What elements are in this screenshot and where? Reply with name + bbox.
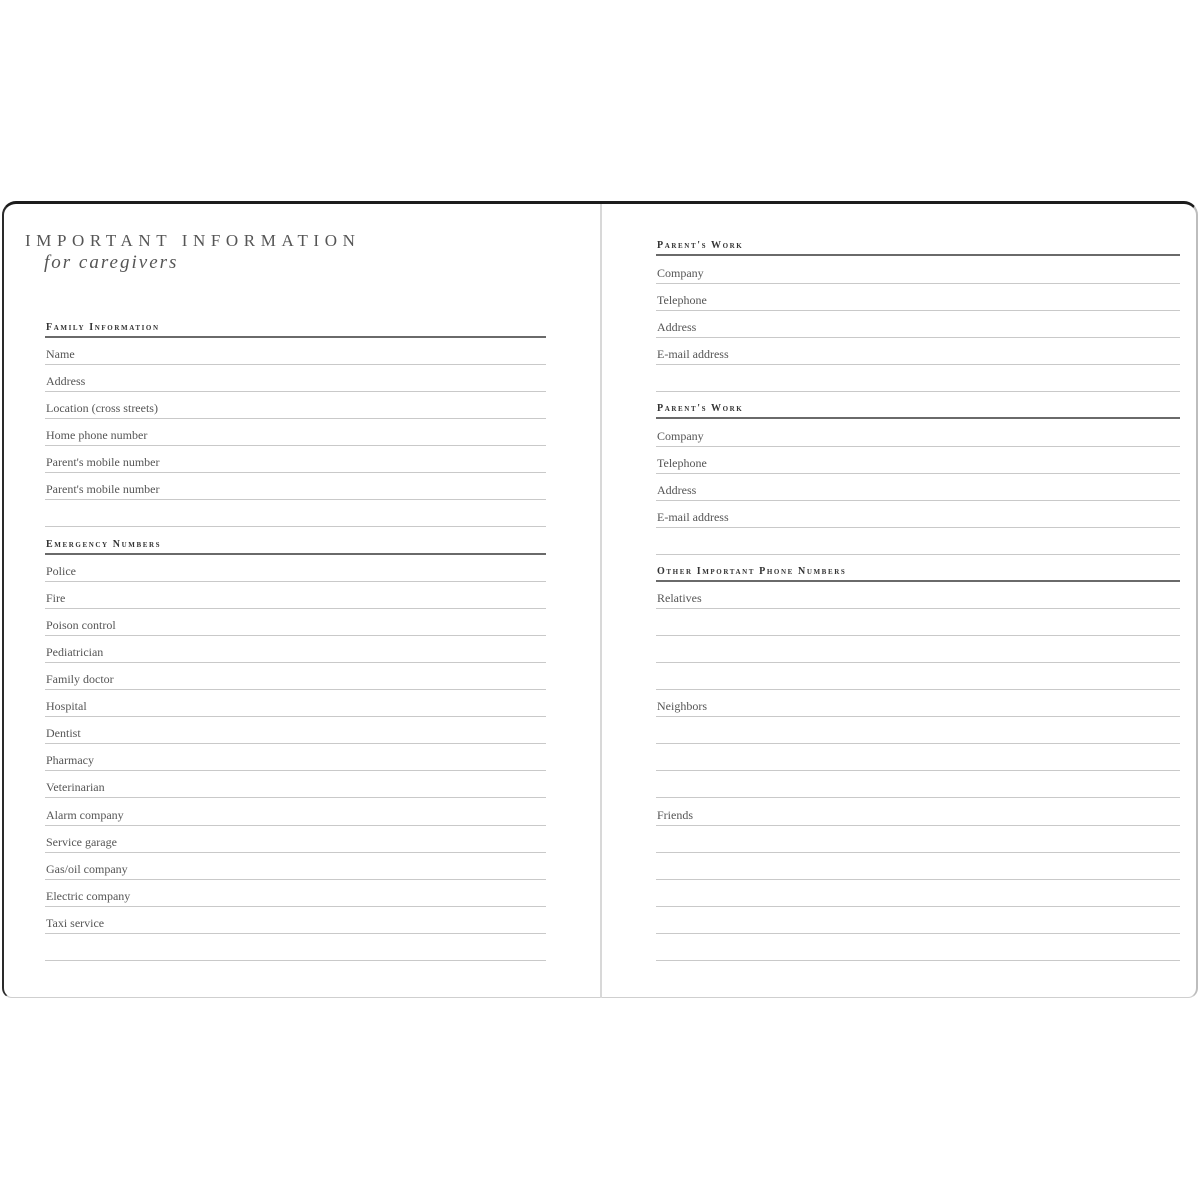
form-line[interactable]: Telephone — [656, 310, 1180, 311]
form-line[interactable]: Company — [656, 446, 1180, 447]
section-heading-other-phone-numbers: Other Important Phone Numbers — [656, 580, 1180, 582]
form-line[interactable]: Address — [656, 337, 1180, 338]
form-line-blank[interactable] — [656, 770, 1180, 771]
form-line[interactable]: Address — [656, 500, 1180, 501]
form-line-blank[interactable] — [656, 662, 1180, 663]
form-line-blank[interactable] — [656, 689, 1180, 690]
form-line-blank[interactable] — [656, 933, 1180, 934]
section-heading-family-information: Family Information — [45, 336, 546, 338]
form-line-blank[interactable] — [45, 526, 546, 527]
form-line[interactable]: Police — [45, 581, 546, 582]
form-line[interactable]: Pediatrician — [45, 662, 546, 663]
form-line[interactable]: Electric company — [45, 906, 546, 907]
form-line[interactable]: Pharmacy — [45, 770, 546, 771]
form-line[interactable]: Gas/oil company — [45, 879, 546, 880]
form-line-blank[interactable] — [656, 960, 1180, 961]
form-line-blank[interactable] — [656, 852, 1180, 853]
form-line[interactable]: Address — [45, 391, 546, 392]
form-line-blank[interactable] — [656, 391, 1180, 392]
section-heading-parents-work-2: Parent's Work — [656, 417, 1180, 419]
form-line-blank[interactable] — [656, 635, 1180, 636]
form-line[interactable]: Parent's mobile number — [45, 472, 546, 473]
form-line[interactable]: Poison control — [45, 635, 546, 636]
page-subtitle: for caregivers — [44, 252, 179, 273]
right-page — [656, 0, 1180, 1200]
form-line[interactable]: Veterinarian — [45, 797, 546, 798]
form-line-blank[interactable] — [656, 879, 1180, 880]
form-line[interactable]: Relatives — [656, 608, 1180, 609]
form-line[interactable]: Service garage — [45, 852, 546, 853]
form-line[interactable]: Taxi service — [45, 933, 546, 934]
form-line-blank[interactable] — [656, 743, 1180, 744]
section-heading-parents-work-1: Parent's Work — [656, 254, 1180, 256]
form-line[interactable]: E-mail address — [656, 527, 1180, 528]
form-line-blank[interactable] — [45, 960, 546, 961]
form-line[interactable]: Friends — [656, 825, 1180, 826]
form-line[interactable]: Family doctor — [45, 689, 546, 690]
page-title: IMPORTANT INFORMATION — [25, 231, 361, 250]
form-line[interactable]: Company — [656, 283, 1180, 284]
form-line[interactable]: Home phone number — [45, 445, 546, 446]
form-line[interactable]: Parent's mobile number — [45, 499, 546, 500]
form-line[interactable]: E-mail address — [656, 364, 1180, 365]
form-line[interactable]: Telephone — [656, 473, 1180, 474]
left-page — [45, 0, 546, 1200]
section-heading-emergency-numbers: Emergency Numbers — [45, 553, 546, 555]
form-line-blank[interactable] — [656, 906, 1180, 907]
form-line[interactable]: Location (cross streets) — [45, 418, 546, 419]
book-spine-divider — [600, 204, 602, 998]
form-line[interactable]: Name — [45, 364, 546, 365]
form-line[interactable]: Alarm company — [45, 825, 546, 826]
form-line[interactable]: Hospital — [45, 716, 546, 717]
form-line-blank[interactable] — [656, 797, 1180, 798]
form-line-blank[interactable] — [656, 554, 1180, 555]
form-line[interactable]: Neighbors — [656, 716, 1180, 717]
form-line[interactable]: Fire — [45, 608, 546, 609]
form-line[interactable]: Dentist — [45, 743, 546, 744]
